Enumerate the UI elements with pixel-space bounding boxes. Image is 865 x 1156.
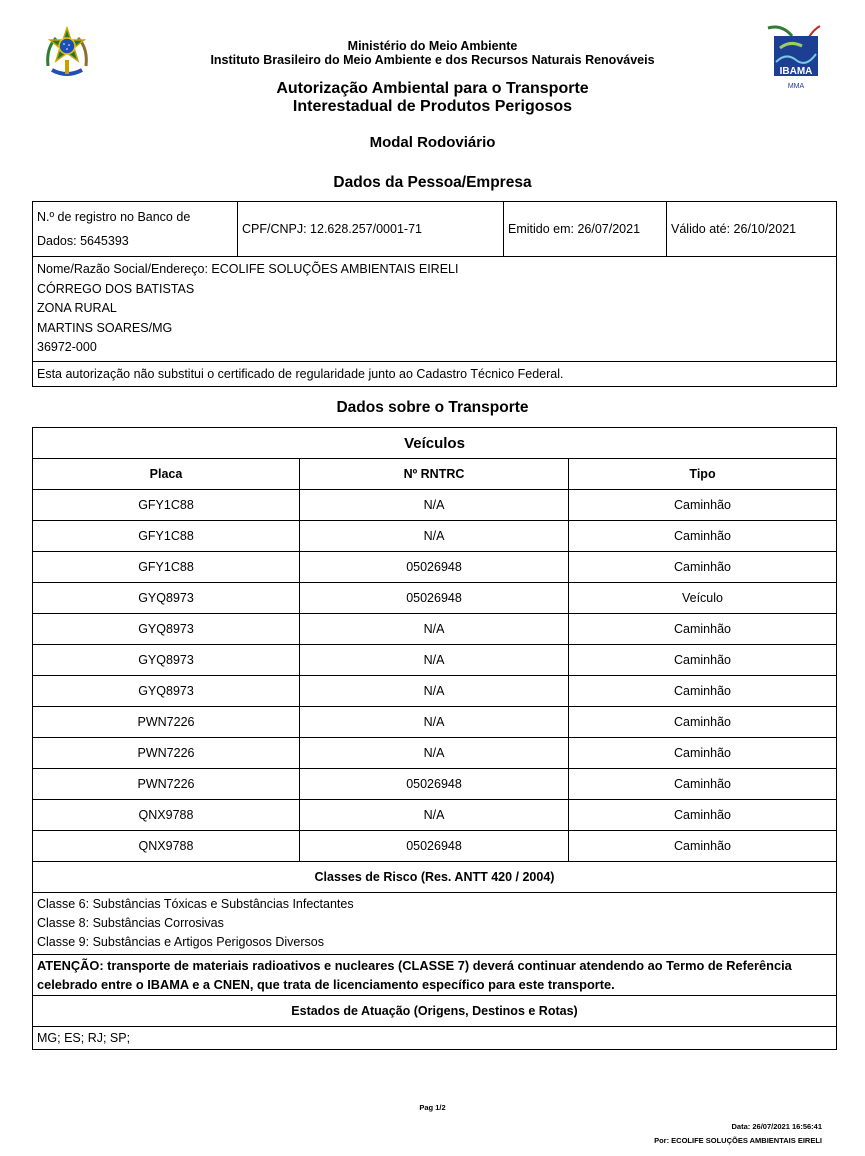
person-table — [32, 201, 837, 387]
list-item: Classe 9: Substâncias e Artigos Perigosos Diversos — [37, 935, 324, 949]
vehicle-rntrc: 05026948 — [300, 583, 569, 614]
risk-classes-title: Classes de Risco (Res. ANTT 420 / 2004) — [33, 862, 837, 893]
document-title-line-1: Autorização Ambiental para o Transporte — [276, 80, 589, 97]
table-row — [33, 831, 837, 862]
table-row — [33, 521, 837, 552]
vehicle-plate: GYQ8973 — [33, 676, 300, 707]
vehicle-plate: GFY1C88 — [33, 521, 300, 552]
table-row — [33, 645, 837, 676]
column-header-plate: Placa — [33, 459, 300, 490]
vehicle-rntrc: N/A — [300, 800, 569, 831]
address-line: MARTINS SOARES/MG — [37, 320, 173, 335]
vehicle-plate: QNX9788 — [33, 800, 300, 831]
institute-name: Instituto Brasileiro do Meio Ambiente e dos Recursos Naturais Renováveis — [210, 53, 655, 67]
vehicle-type: Caminhão — [569, 552, 837, 583]
vehicle-plate: PWN7226 — [33, 707, 300, 738]
vehicle-plate: PWN7226 — [33, 769, 300, 800]
vehicle-rntrc: N/A — [300, 707, 569, 738]
vehicle-plate: GFY1C88 — [33, 490, 300, 521]
vehicle-type: Caminhão — [569, 676, 837, 707]
ibama-logo-text: IBAMA — [779, 66, 813, 77]
cpf-cnpj: CPF/CNPJ: 12.628.257/0001-71 — [238, 202, 504, 257]
column-header-rntrc: Nº RNTRC — [300, 459, 569, 490]
vehicle-type: Caminhão — [569, 614, 837, 645]
vehicle-rntrc: N/A — [300, 521, 569, 552]
vehicle-type: Caminhão — [569, 490, 837, 521]
page-number: Pag 1/2 — [419, 1103, 446, 1112]
attention-notice: ATENÇÃO: transporte de materiais radioativos e nucleares (CLASSE 7) deverá continuar atendendo ao Termo de Referência celebrado entre o IBAMA e a CNEN, que trata de licenciamento específico para este transporte. — [33, 955, 837, 996]
vehicle-rntrc: N/A — [300, 614, 569, 645]
column-header-type: Tipo — [569, 459, 837, 490]
table-row — [33, 490, 837, 521]
vehicle-plate: GYQ8973 — [33, 614, 300, 645]
table-row — [33, 738, 837, 769]
vehicle-rntrc: N/A — [300, 738, 569, 769]
registry-cell — [33, 202, 238, 257]
address-cell — [33, 257, 837, 362]
address-line: 36972-000 — [37, 340, 97, 354]
table-row — [33, 614, 837, 645]
vehicle-type: Caminhão — [569, 769, 837, 800]
vehicle-rntrc: 05026948 — [300, 769, 569, 800]
table-row — [33, 552, 837, 583]
table-row — [33, 583, 837, 614]
ministry-name: Ministério do Meio Ambiente — [347, 39, 518, 53]
footer-date: Data: 26/07/2021 16:56:41 — [731, 1122, 822, 1131]
vehicle-type: Caminhão — [569, 645, 837, 676]
vehicle-type: Caminhão — [569, 707, 837, 738]
footer-author: Por: ECOLIFE SOLUÇÕES AMBIENTAIS EIRELI — [654, 1136, 822, 1145]
list-item: Classe 6: Substâncias Tóxicas e Substâncias Infectantes — [37, 897, 354, 911]
vehicle-plate: GYQ8973 — [33, 645, 300, 676]
table-row — [33, 769, 837, 800]
table-row — [33, 676, 837, 707]
vehicle-rntrc: N/A — [300, 645, 569, 676]
transport-section-title: Dados sobre o Transporte — [336, 399, 529, 416]
vehicle-plate: PWN7226 — [33, 738, 300, 769]
mma-logo-text: MMA — [787, 83, 805, 90]
vehicle-plate: QNX9788 — [33, 831, 300, 862]
valid-until-date: Válido até: 26/10/2021 — [667, 202, 837, 257]
vehicle-type: Caminhão — [569, 800, 837, 831]
issued-date: Emitido em: 26/07/2021 — [504, 202, 667, 257]
vehicle-rntrc: 05026948 — [300, 831, 569, 862]
footer-info — [654, 1120, 822, 1148]
vehicle-rntrc: N/A — [300, 676, 569, 707]
vehicle-type: Caminhão — [569, 738, 837, 769]
vehicle-type: Caminhão — [569, 831, 837, 862]
transport-table — [32, 427, 837, 1050]
registry-value: Dados: 5645393 — [37, 234, 129, 248]
company-name: Nome/Razão Social/Endereço: ECOLIFE SOLUÇÕES AMBIENTAIS EIRELI — [37, 262, 459, 276]
address-line: ZONA RURAL — [37, 301, 117, 315]
modal-title: Modal Rodoviário — [369, 134, 496, 151]
vehicles-title: Veículos — [33, 428, 837, 459]
address-line: CÓRREGO DOS BATISTAS — [37, 281, 195, 296]
document-title-line-2: Interestadual de Produtos Perigosos — [292, 98, 573, 115]
vehicle-rntrc: N/A — [300, 490, 569, 521]
states-list: MG; ES; RJ; SP; — [33, 1027, 837, 1050]
document-title — [0, 80, 865, 116]
vehicle-plate: GYQ8973 — [33, 583, 300, 614]
authorization-note: Esta autorização não substitui o certificado de regularidade junto ao Cadastro Técnico Federal. — [33, 361, 837, 386]
vehicle-rntrc: 05026948 — [300, 552, 569, 583]
states-title: Estados de Atuação (Origens, Destinos e Rotas) — [33, 996, 837, 1027]
vehicle-type: Caminhão — [569, 521, 837, 552]
risk-classes-list — [33, 893, 837, 955]
person-section-title: Dados da Pessoa/Empresa — [333, 174, 532, 191]
vehicle-plate: GFY1C88 — [33, 552, 300, 583]
registry-label: N.º de registro no Banco de — [37, 210, 191, 224]
list-item: Classe 8: Substâncias Corrosivas — [37, 916, 224, 930]
table-row — [33, 800, 837, 831]
table-row — [33, 707, 837, 738]
vehicle-type: Veículo — [569, 583, 837, 614]
